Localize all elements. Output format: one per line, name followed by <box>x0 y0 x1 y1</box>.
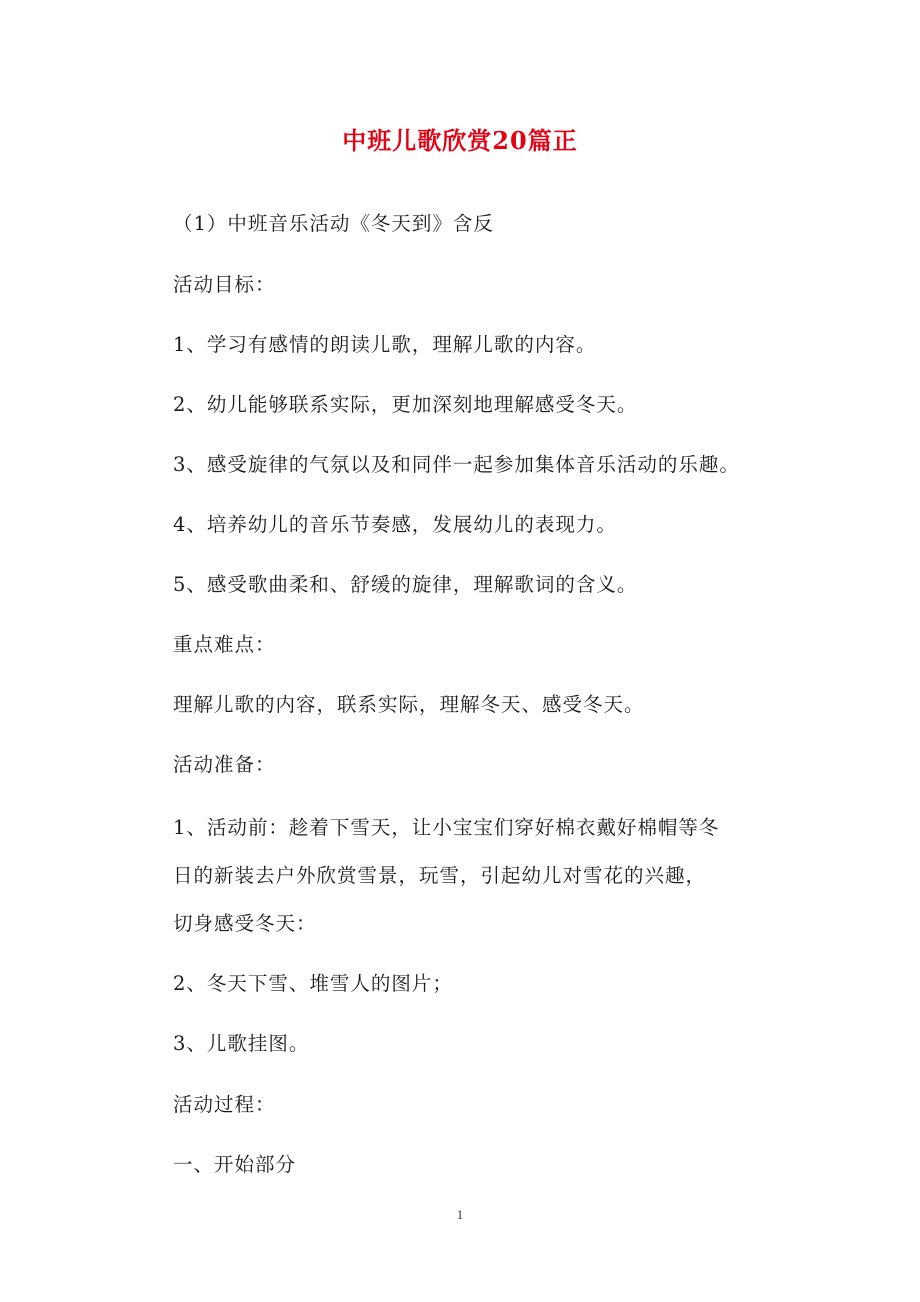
goal-item: 5、感受歌曲柔和、舒缓的旋律，理解歌词的含义。 <box>173 573 638 596</box>
goal-item: 2、幼儿能够联系实际，更加深刻地理解感受冬天。 <box>173 393 638 416</box>
goal-item: 3、感受旋律的气氛以及和同伴一起参加集体音乐活动的乐趣。 <box>173 453 740 476</box>
preparation-item-continued: 切身感受冬天： <box>173 912 317 935</box>
preparation-item-continued: 日的新装去户外欣赏雪景，玩雪，引起幼儿对雪花的兴趣， <box>173 864 707 887</box>
preparation-heading: 活动准备： <box>173 753 276 776</box>
key-points-text: 理解儿歌的内容，联系实际，理解冬天、感受冬天。 <box>173 693 645 716</box>
key-points-heading: 重点难点： <box>173 633 276 656</box>
process-heading: 活动过程： <box>173 1093 276 1116</box>
section-heading: （1）中班音乐活动《冬天到》含反 <box>173 212 494 235</box>
goal-item: 4、培养幼儿的音乐节奏感，发展幼儿的表现力。 <box>173 513 617 536</box>
preparation-item: 3、儿歌挂图。 <box>173 1032 310 1055</box>
preparation-item: 1、活动前：趁着下雪天，让小宝宝们穿好棉衣戴好棉帽等冬 <box>173 816 720 839</box>
goal-item: 1、学习有感情的朗读儿歌，理解儿歌的内容。 <box>173 333 597 356</box>
activity-goals-heading: 活动目标： <box>173 273 276 296</box>
process-section-title: 一、开始部分 <box>173 1153 297 1176</box>
preparation-item: 2、冬天下雪、堆雪人的图片； <box>173 972 453 995</box>
document-title: 中班儿歌欣赏20篇正 <box>342 126 578 155</box>
page-number: 1 <box>456 1207 464 1222</box>
